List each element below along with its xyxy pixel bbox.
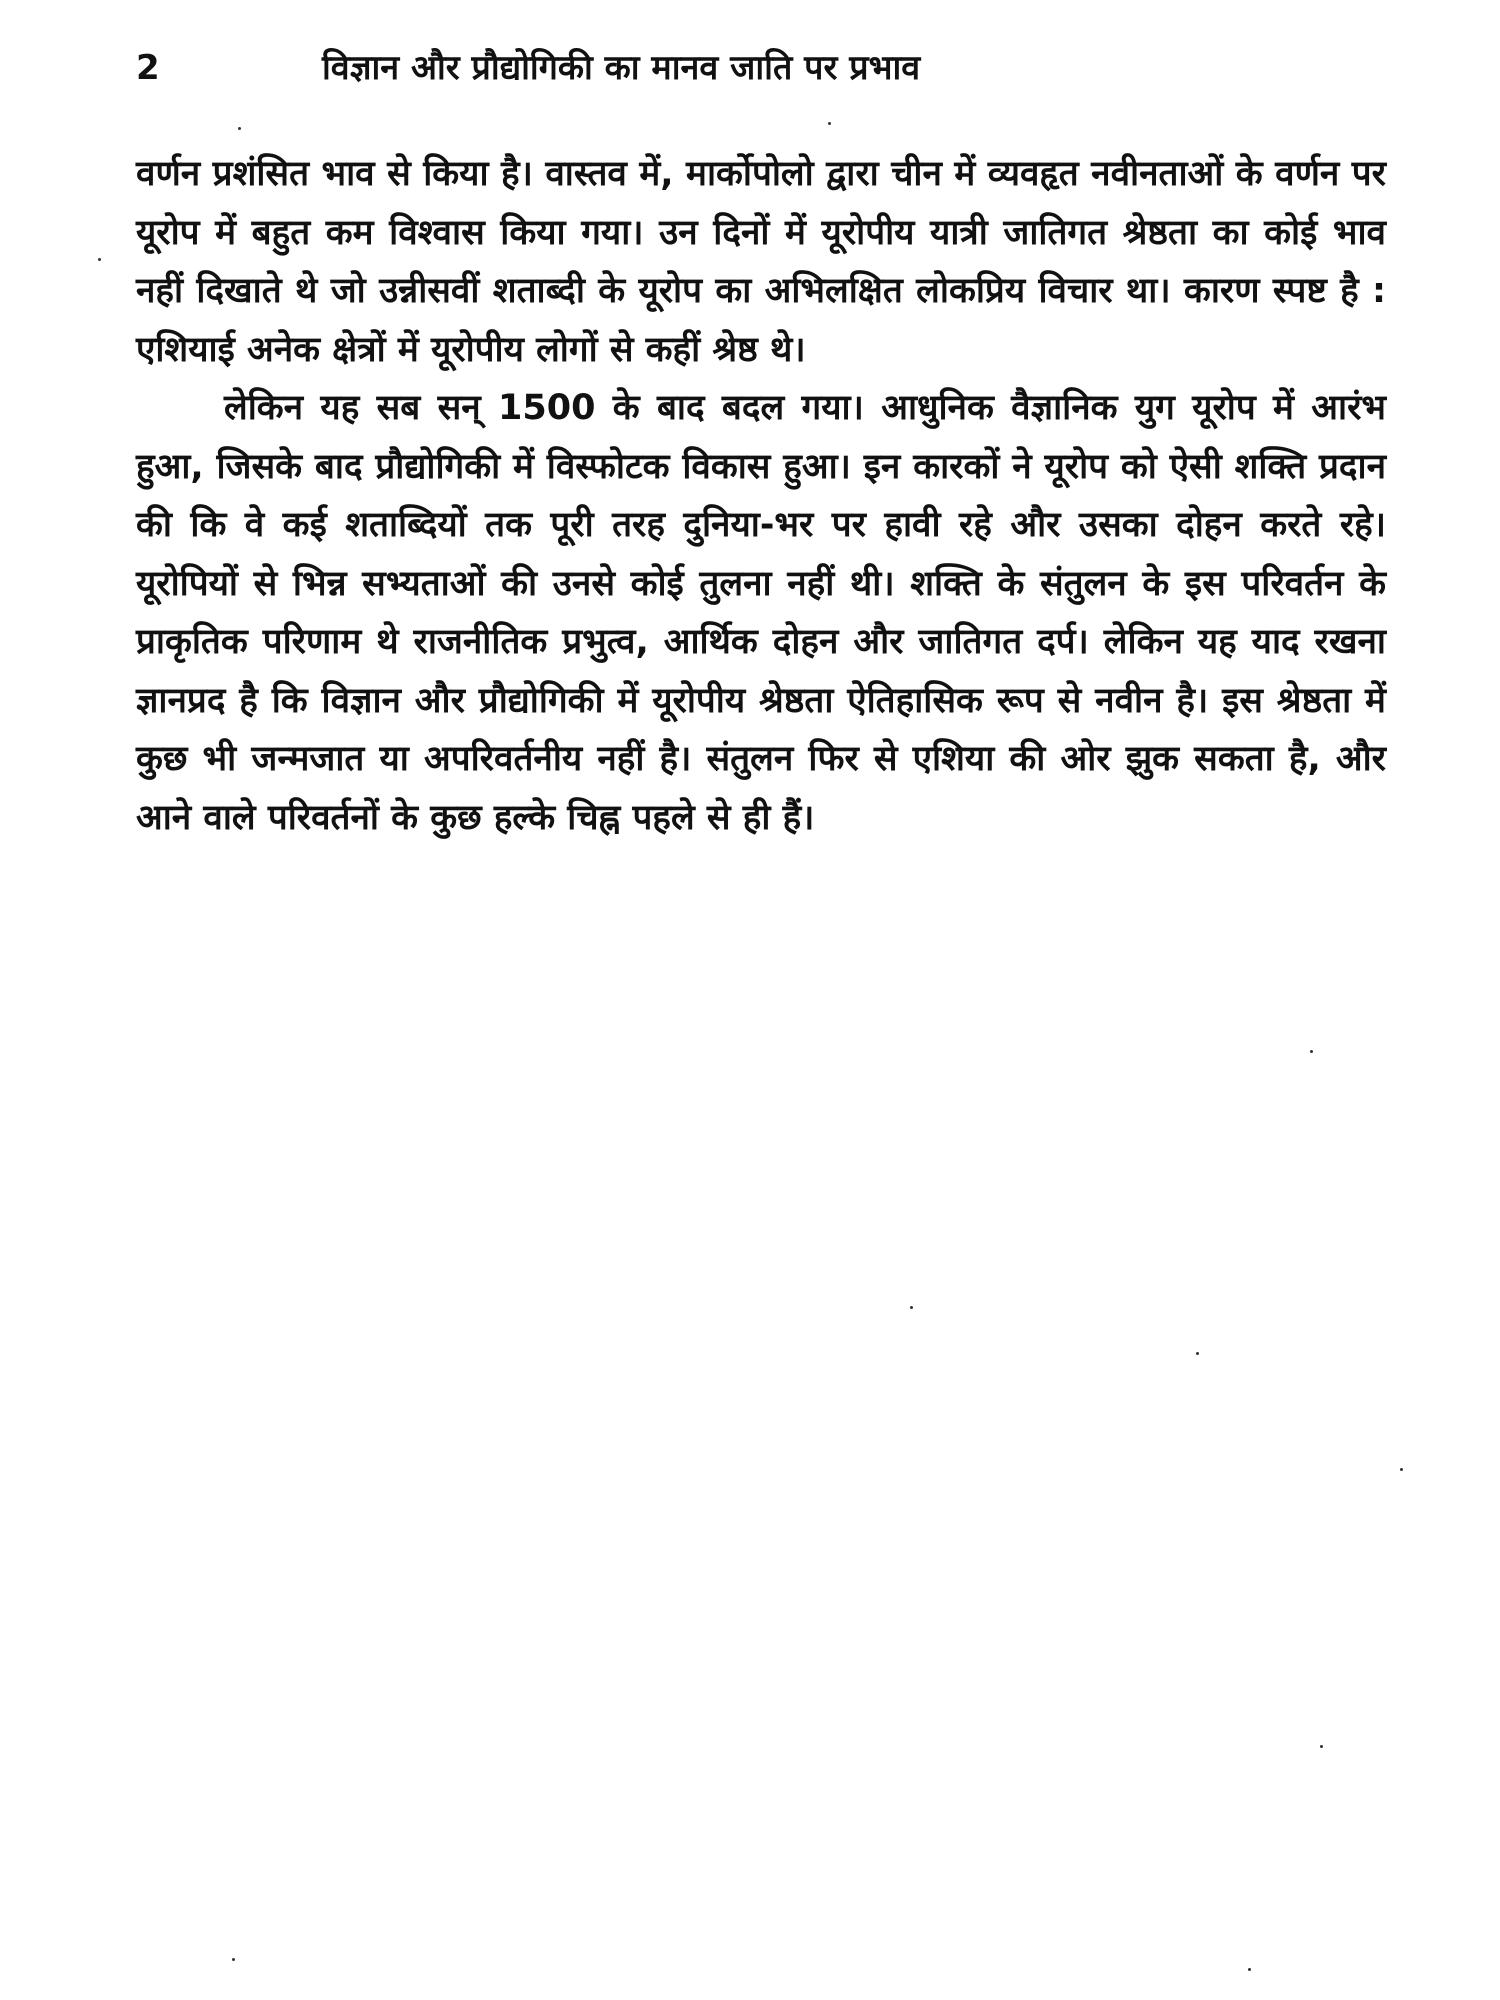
scan-speck bbox=[1196, 1352, 1199, 1355]
scan-speck bbox=[1320, 1745, 1323, 1748]
running-head bbox=[136, 38, 1386, 98]
scan-speck bbox=[232, 1958, 235, 1961]
scan-speck bbox=[910, 1306, 913, 1309]
scan-speck bbox=[98, 258, 101, 261]
paragraph-2: लेकिन यह सब सन् 1500 के बाद बदल गया। आधुनिक वैज्ञानिक युग यूरोप में आरंभ हुआ, जिसके बाद प्रौद्योगिकी में विस्फोटक विकास हुआ। इन कारकों ने यूरोप को ऐसी शक्ति प्रदान की कि वे कई शताब्दियों तक पूरी तरह दुनिया-भर पर हावी रहे और उसका दोहन करते रहे। यूरोपियों से भिन्न सभ्यताओं की उनसे कोई तुलना नहीं थी। शक्ति के संतुलन के इस परिवर्तन के प्राकृतिक परिणाम थे राजनीतिक प्रभुत्व, आर्थिक दोहन और जातिगत दर्प। लेकिन यह याद रखना ज्ञानप्रद है कि विज्ञान और प्रौद्योगिकी में यूरोपीय श्रेष्ठता ऐतिहासिक रूप से नवीन है। इस श्रेष्ठता में कुछ भी जन्मजात या अपरिवर्तनीय नहीं है। संतुलन फिर से एशिया की ओर झुक सकता है, और आने वाले परिवर्तनों के कुछ हल्के चिह्न पहले से ही हैं। bbox=[136, 388, 1386, 838]
scan-speck bbox=[1400, 1468, 1403, 1471]
scan-speck bbox=[238, 127, 241, 130]
scan-speck bbox=[1310, 1050, 1313, 1053]
scan-speck bbox=[1248, 1968, 1251, 1971]
paragraph-1: वर्णन प्रशंसित भाव से किया है। वास्तव में, मार्कोपोलो द्वारा चीन में व्यवहृत नवीनताओं के वर्णन पर यूरोप में बहुत कम विश्वास किया गया। उन दिनों में यूरोपीय यात्री जातिगत श्रेष्ठता का कोई भाव नहीं दिखाते थे जो उन्नीसवीं शताब्दी के यूरोप का अभिलक्षित लोकप्रिय विचार था। कारण स्पष्ट है : एशियाई अनेक क्षेत्रों में यूरोपीय लोगों से कहीं श्रेष्ठ थे। bbox=[136, 154, 1386, 370]
page-number: 2 bbox=[136, 48, 160, 88]
body-text bbox=[136, 145, 1386, 847]
running-title: विज्ञान और प्रौद्योगिकी का मानव जाति पर प्रभाव bbox=[322, 48, 921, 88]
scan-speck bbox=[828, 122, 831, 125]
